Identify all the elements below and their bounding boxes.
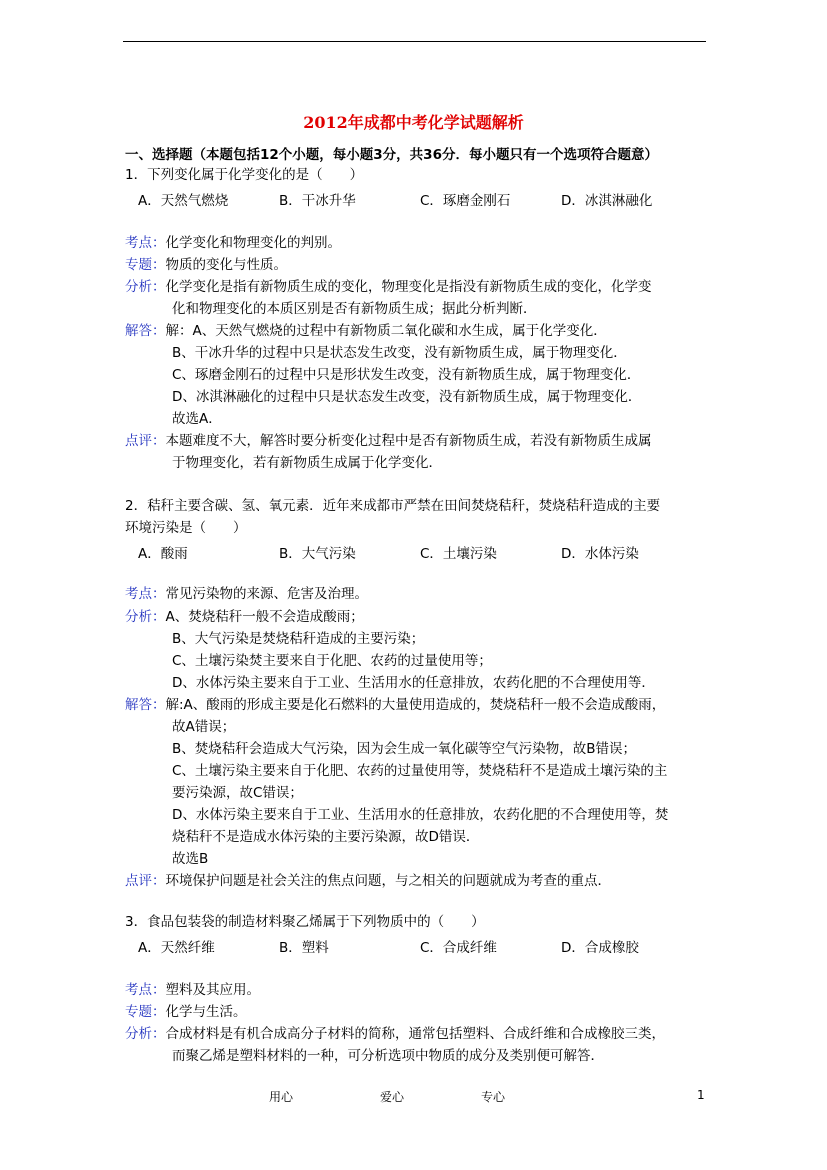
kaodian-text: 化学变化和物理变化的判别。 [165, 235, 341, 251]
page-number: 1 [697, 1088, 705, 1102]
q1-option-b: B．干冰升华 [279, 193, 356, 209]
q2-kaodian [125, 585, 368, 603]
fenxi-label: 分析： [125, 1026, 166, 1042]
fenxi-label: 分析： [125, 609, 166, 625]
q1-dianping-line2: 于物理变化，若有新物质生成属于化学变化． [172, 455, 442, 471]
kaodian-label: 考点： [125, 235, 166, 251]
jieda-text: 解:A、酸雨的形成主要是化石燃料的大量使用造成的，焚烧秸秆一般不会造成酸雨， [165, 697, 666, 713]
q2-jieda-line3: B、焚烧秸秆会造成大气污染，因为会生成一氧化碳等空气污染物，故B错误； [172, 741, 637, 757]
q3-option-d: D．合成橡胶 [561, 940, 639, 956]
q1-jieda-line4: D、冰淇淋融化的过程中只是状态发生改变，没有新物质生成，属于物理变化． [172, 389, 642, 405]
q1-fenxi-line2: 化和物理变化的本质区别是否有新物质生成；据此分析判断． [172, 301, 537, 317]
kaodian-label: 考点： [125, 982, 166, 998]
q2-fenxi-line4: D、水体污染主要来自于工业、生活用水的任意排放，农药化肥的不合理使用等． [172, 675, 655, 691]
zhuanti-text: 化学与生活。 [165, 1004, 247, 1020]
q2-option-d: D．水体污染 [561, 546, 639, 562]
q3-option-c: C．合成纤维 [420, 940, 497, 956]
q2-jieda-line2: 故A错误； [172, 719, 236, 735]
kaodian-text: 常见污染物的来源、危害及治理。 [165, 586, 368, 602]
q1-stem: 1．下列变化属于化学变化的是（ ） [125, 167, 364, 183]
q2-jieda-line6: D、水体污染主要来自于工业、生活用水的任意排放，农药化肥的不合理使用等，焚 [172, 807, 669, 823]
fenxi-text: 合成材料是有机合成高分子材料的简称，通常包括塑料、合成纤维和合成橡胶三类， [165, 1026, 665, 1042]
q2-option-c: C．土壤污染 [420, 546, 497, 562]
q2-fenxi [125, 608, 364, 626]
q3-kaodian [125, 981, 260, 999]
q1-option-a: A．天然气燃烧 [138, 193, 229, 209]
q2-jieda [125, 696, 665, 714]
q2-stem-line2: 环境污染是（ ） [125, 520, 247, 536]
q3-fenxi-line2: 而聚乙烯是塑料材料的一种，可分析选项中物质的成分及类别便可解答． [172, 1048, 604, 1064]
zhuanti-label: 专题： [125, 257, 166, 273]
q1-jieda-line3: C、琢磨金刚石的过程中只是形状发生改变，没有新物质生成，属于物理变化． [172, 367, 641, 383]
jieda-label: 解答： [125, 323, 166, 339]
document-title: 2012年成都中考化学试题解析 [303, 113, 524, 132]
dianping-label: 点评： [125, 873, 166, 889]
q1-option-d: D．冰淇淋融化 [561, 193, 653, 209]
q2-jieda-line4: C、土壤污染主要来自于化肥、农药的过量使用等，焚烧秸秆不是造成土壤污染的主 [172, 763, 668, 779]
q2-option-a: A．酸雨 [138, 546, 188, 562]
jieda-text: 解：A、天然气燃烧的过程中有新物质二氧化碳和水生成，属于化学变化． [165, 323, 607, 339]
q2-stem: 2．秸秆主要含碳、氢、氧元素．近年来成都市严禁在田间焚烧秸秆，焚烧秸秆造成的主要 [125, 498, 661, 514]
header-rule [123, 41, 706, 42]
zhuanti-label: 专题： [125, 1004, 166, 1020]
q3-stem: 3．食品包装袋的制造材料聚乙烯属于下列物质中的（ ） [125, 914, 485, 930]
q2-fenxi-line3: C、土壤污染焚主要来自于化肥、农药的过量使用等； [172, 653, 492, 669]
q1-option-c: C．琢磨金刚石 [420, 193, 511, 209]
q2-option-b: B．大气污染 [279, 546, 356, 562]
kaodian-text: 塑料及其应用。 [165, 982, 260, 998]
dianping-label: 点评： [125, 433, 166, 449]
fenxi-text: 化学变化是指有新物质生成的变化，物理变化是指没有新物质生成的变化，化学变 [165, 279, 652, 295]
q3-zhuanti [125, 1003, 247, 1021]
section-header: 一、选择题（本题包括12个小题，每小题3分，共36分．每小题只有一个选项符合题意） [125, 147, 658, 163]
jieda-label: 解答： [125, 697, 166, 713]
q1-jieda-line5: 故选A． [172, 411, 222, 427]
footer-left: 用心 [269, 1090, 294, 1104]
dianping-text: 本题难度不大，解答时要分析变化过程中是否有新物质生成，若没有新物质生成属 [165, 433, 652, 449]
q1-jieda-line2: B、干冰升华的过程中只是状态发生改变，没有新物质生成，属于物理变化． [172, 345, 627, 361]
q1-jieda [125, 322, 607, 340]
q2-jieda-line7: 烧秸秆不是造成水体污染的主要污染源，故D错误． [172, 829, 480, 845]
q3-fenxi [125, 1025, 665, 1043]
dianping-text: 环境保护问题是社会关注的焦点问题，与之相关的问题就成为考查的重点． [165, 873, 611, 889]
q2-fenxi-line2: B、大气污染是焚烧秸秆造成的主要污染； [172, 631, 425, 647]
q3-option-b: B．塑料 [279, 940, 329, 956]
q2-dianping [125, 872, 611, 890]
q1-dianping [125, 432, 652, 450]
kaodian-label: 考点： [125, 586, 166, 602]
footer-middle: 爱心 [380, 1090, 405, 1104]
fenxi-label: 分析： [125, 279, 166, 295]
q1-fenxi [125, 278, 652, 296]
fenxi-text: A、焚烧秸秆一般不会造成酸雨； [165, 609, 364, 625]
q1-zhuanti [125, 256, 287, 274]
q2-jieda-line5: 要污染源，故C错误； [172, 785, 303, 801]
footer-right: 专心 [481, 1090, 506, 1104]
zhuanti-text: 物质的变化与性质。 [165, 257, 287, 273]
q2-jieda-line8: 故选B [172, 851, 209, 867]
q3-option-a: A．天然纤维 [138, 940, 215, 956]
q1-kaodian [125, 234, 341, 252]
